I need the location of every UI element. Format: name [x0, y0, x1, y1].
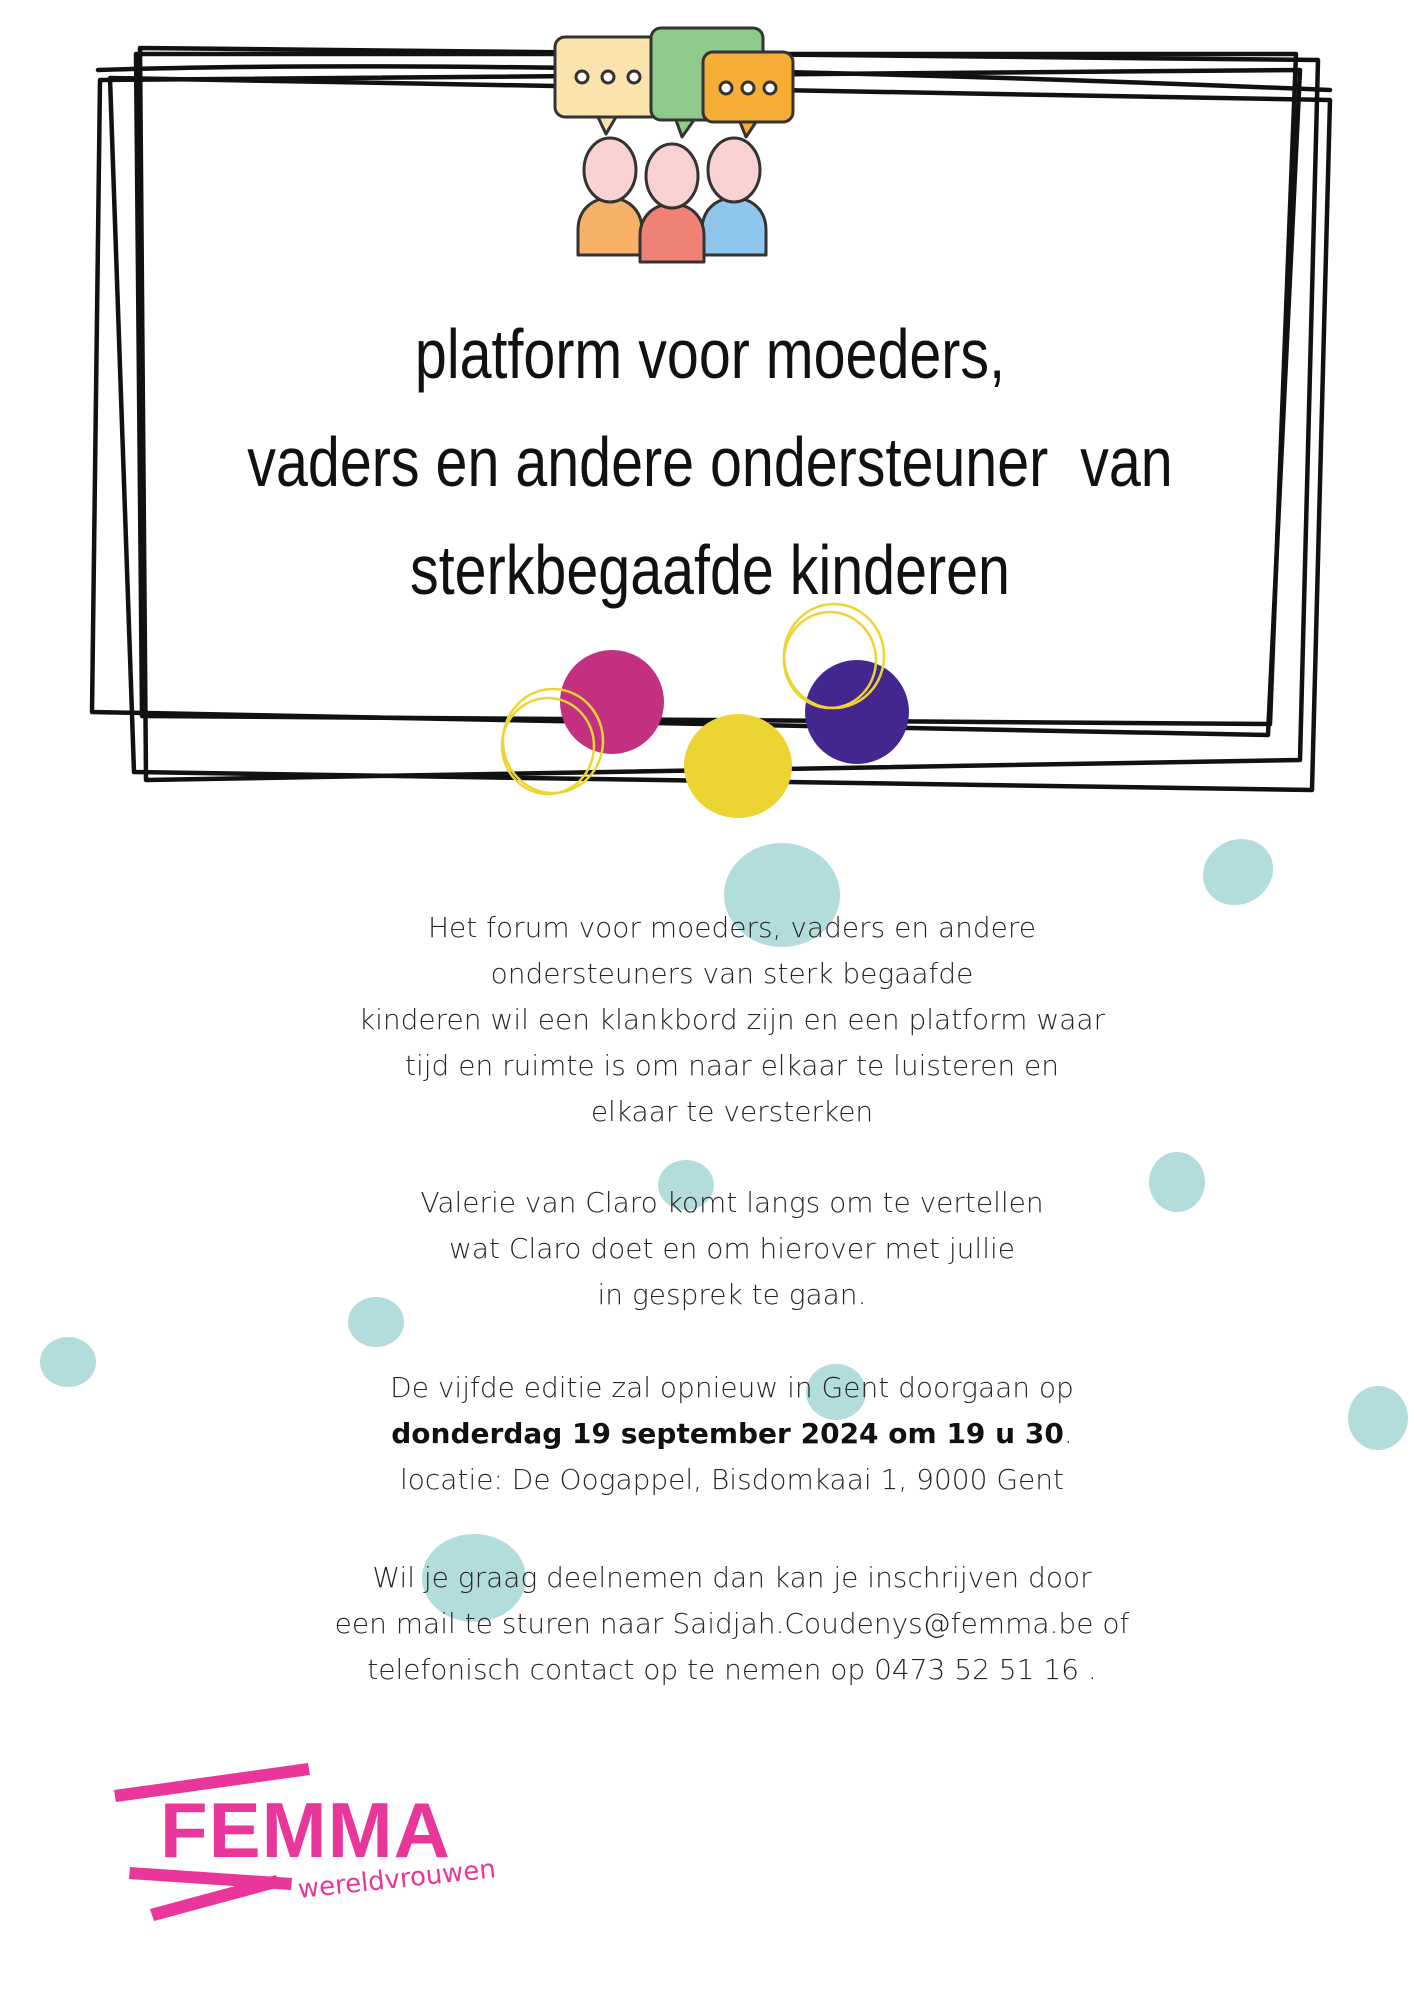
- intro-line: ondersteuners van sterk begaafde: [490, 957, 974, 990]
- intro-line: Het forum voor moeders, vaders en andere: [428, 911, 1036, 944]
- yellow-dot: [684, 714, 792, 818]
- purple-dot: [805, 660, 909, 764]
- femma-logo: [100, 1755, 520, 1955]
- logo-subtitle: wereldvrouwen: [296, 1854, 498, 1905]
- event-line: De vijfde editie zal opnieuw in Gent doorgaan op: [390, 1371, 1074, 1404]
- speaker-line: in gesprek te gaan.: [597, 1278, 867, 1311]
- magenta-dot: [560, 650, 664, 754]
- event-date: donderdag 19 september 2024 om 19 u 30: [391, 1417, 1064, 1450]
- intro-line: elkaar te versterken: [590, 1095, 874, 1128]
- event-date-suffix: .: [1063, 1417, 1073, 1450]
- people-chat-icon: [555, 28, 793, 262]
- signup-line: Wil je graag deelnemen dan kan je inschrijven door: [372, 1561, 1092, 1594]
- event-paragraph: [260, 1365, 1204, 1503]
- teal-dot: [40, 1337, 96, 1387]
- speaker-line: wat Claro doet en om hierover met jullie: [448, 1232, 1015, 1265]
- signup-paragraph: [260, 1555, 1204, 1693]
- event-location: locatie: De Oogappel, Bisdomkaai 1, 9000 Gent: [400, 1463, 1064, 1496]
- poster-title: [234, 300, 1185, 624]
- color-dots: [502, 604, 909, 818]
- title-line-3: sterkbegaafde kinderen: [410, 531, 1010, 609]
- intro-line: tijd en ruimte is om naar elkaar te luisteren en: [405, 1049, 1059, 1082]
- intro-line: kinderen wil een klankbord zijn en een platform waar: [358, 1003, 1106, 1036]
- signup-line: telefonisch contact op te nemen op 0473 52 51 16 .: [367, 1653, 1097, 1686]
- title-line-1: platform voor moeders,: [414, 315, 1006, 393]
- intro-paragraph: [260, 905, 1204, 1135]
- title-line-2: vaders en andere ondersteuner van: [247, 423, 1173, 501]
- speaker-line: Valerie van Claro komt langs om te vertellen: [420, 1186, 1044, 1219]
- teal-dot: [1348, 1386, 1408, 1450]
- event-date-line: [260, 1411, 1204, 1457]
- logo-name: FEMMA: [160, 1786, 451, 1874]
- speaker-paragraph: [260, 1180, 1204, 1318]
- teal-dot: [1191, 826, 1285, 917]
- signup-line: een mail te sturen naar Saidjah.Coudenys@femma.be of: [334, 1607, 1130, 1640]
